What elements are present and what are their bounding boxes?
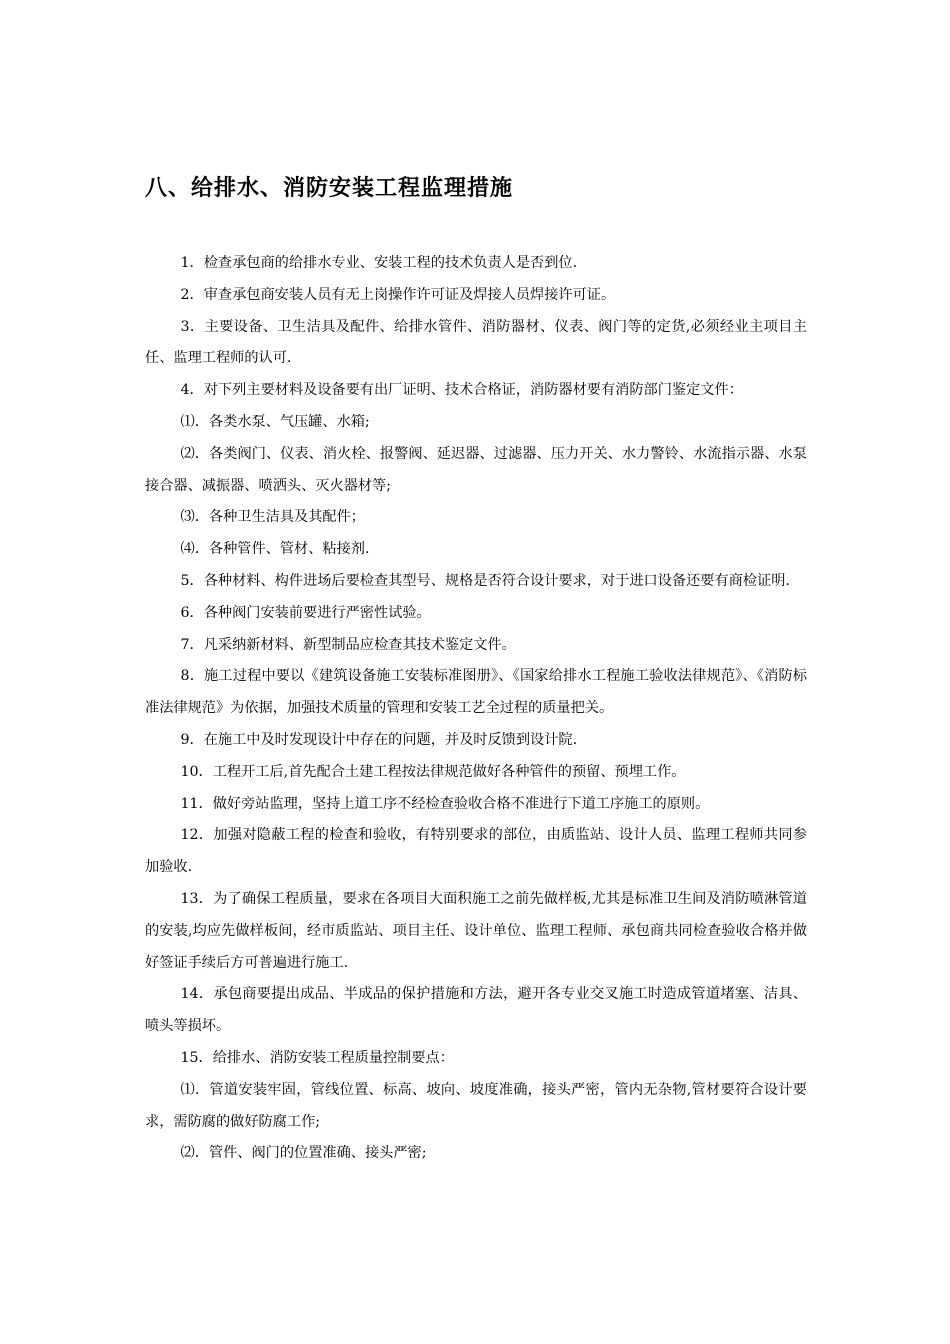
paragraph-4: 4．对下列主要材料及设备要有出厂证明、技术合格证，消防器材要有消防部门鉴定文件： (180, 382, 743, 399)
paragraph-6: 6．各种阀门安装前要进行严密性试验。 (180, 604, 431, 621)
paragraph-15-sub-1: ⑴．管道安装牢固，管线位置、标高、坡向、坡度准确，接头严密，管内无杂物,管材要符合设计要求，需防腐的做好防腐工作; (145, 1081, 807, 1130)
paragraph-15: 15．给排水、消防安装工程质量控制要点： (180, 1049, 454, 1066)
paragraph-4-sub-4: ⑷．各种管件、管材、粘接剂. (180, 541, 370, 558)
paragraph-13: 13．为了确保工程质量，要求在各项目大面积施工之前先做样板,尤其是标准卫生间及消防喷淋管道的安装,均应先做样板间，经市质监站、项目主任、设计单位、监理工程师、承包商共同检查验收合格并做好签证手续后方可普遍进行施工. (145, 890, 807, 971)
paragraph-5: 5．各种材料、构件进场后要检查其型号、规格是否符合设计要求，对于进口设备还要有商检证明. (180, 572, 790, 589)
paragraph-2: 2．审查承包商安装人员有无上岗操作许可证及焊接人员焊接许可证。 (180, 286, 616, 303)
paragraph-4-sub-2: ⑵．各类阀门、仪表、消火栓、报警阀、延迟器、过滤器、压力开关、水力警铃、水流指示器、水泵接合器、减振器、喷洒头、灭火器材等; (145, 445, 807, 494)
paragraph-8: 8．施工过程中要以《建筑设备施工安装标准图册》、《国家给排水工程施工验收法律规范》、《消防标准法律规范》为依据，加强技术质量的管理和安装工艺全过程的质量把关。 (145, 668, 807, 717)
section-title: 八、给排水、消防安装工程监理措施 (145, 176, 514, 201)
paragraph-4-sub-1: ⑴．各类水泵、气压罐、水箱; (180, 413, 370, 430)
paragraph-15-sub-2: ⑵．管件、阀门的位置准确、接头严密; (180, 1145, 427, 1162)
paragraph-14: 14．承包商要提出成品、半成品的保护措施和方法，避开各专业交叉施工时造成管道堵塞、洁具、喷头等损坏。 (145, 986, 807, 1035)
paragraph-1: 1．检查承包商的给排水专业、安装工程的技术负责人是否到位. (180, 255, 578, 271)
document-body (145, 248, 807, 1170)
paragraph-12: 12．加强对隐蔽工程的检查和验收，有特别要求的部位，由质监站、设计人员、监理工程师共同参加验收. (145, 827, 807, 876)
paragraph-3: 3．主要设备、卫生洁具及配件、给排水管件、消防器材、仪表、阀门等的定货,必须经业主项目主任、监理工程师的认可. (145, 318, 807, 367)
paragraph-7: 7．凡采纳新材料、新型制品应检查其技术鉴定文件。 (180, 636, 516, 653)
paragraph-9: 9．在施工中及时发现设计中存在的问题，并及时反馈到设计院. (180, 731, 578, 748)
paragraph-10: 10．工程开工后,首先配合土建工程按法律规范做好各种管件的预留、预埋工作。 (180, 763, 686, 780)
paragraph-11: 11．做好旁站监理，坚持上道工序不经检查验收合格不准进行下道工序施工的原则。 (180, 795, 710, 812)
paragraph-4-sub-3: ⑶．各种卫生洁具及其配件； (180, 509, 365, 526)
